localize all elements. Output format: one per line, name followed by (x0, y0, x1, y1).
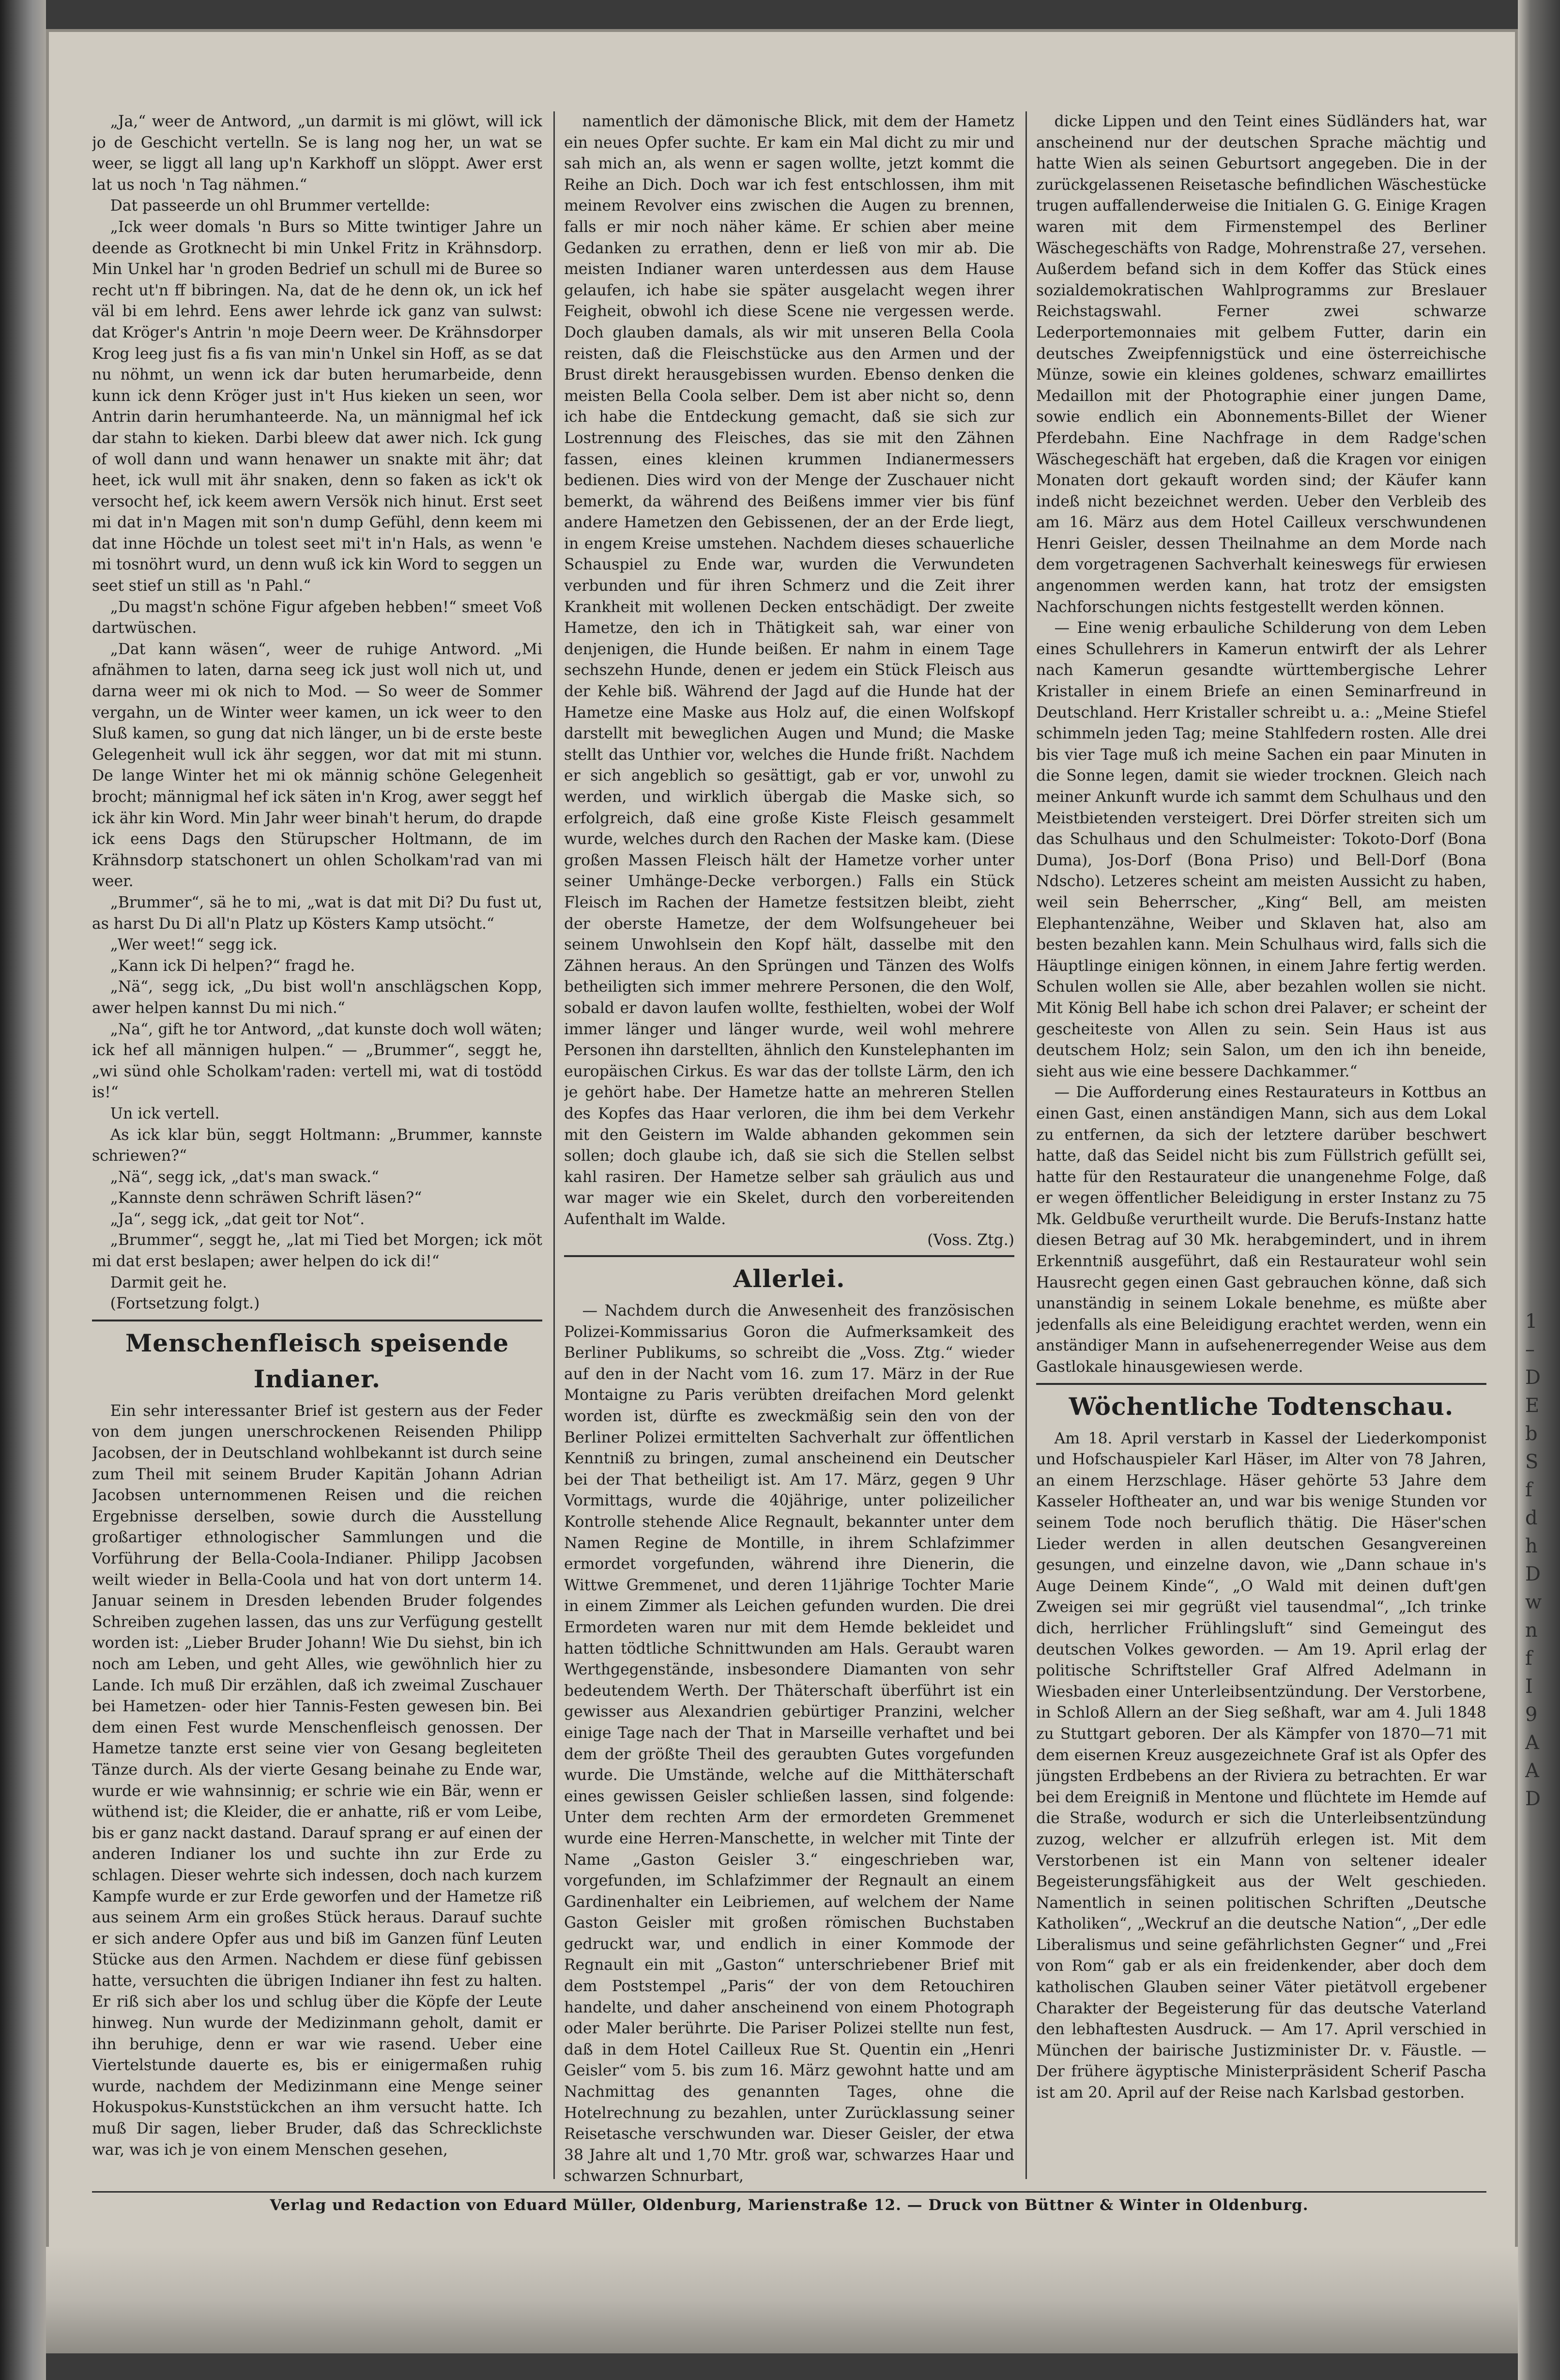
allerlei-continuation (1036, 111, 1486, 1378)
column-2 (564, 111, 1014, 2189)
story-paragraph: Un ick vertell. (110, 1105, 220, 1122)
divider (92, 1320, 542, 1321)
news-paragraph: — Die Aufforderung eines Restaurateurs in Kottbus an einen Gast, einen anständigen Mann, sich aus dem Lokal zu entfernen, da sich der letztere darüber beschwert hatte, daß das Seidel nicht bis zum Füllstrich gefüllt sei, hatte für den Restaurateur die unangenehme Folge, daß er wegen öffentlicher Beleidigung in erster Instanz zu 75 Mk. Geldbuße verurtheilt wurde. Die Berufs-Instanz hatte diesen Betrag auf 30 Mk. herabgemindert, und in ihrem Erkenntniß ausgeführt, daß ein Restaurateur wohl sein Hausrecht gegen einen Gast gebrauchen könne, daß sich unanständig in seinem Lokale benehme, es müßte aber jedenfalls als eine Beleidigung erachtet werden, wenn ein anständiger Mann in aufsehenerregender Weise aus dem Gastlokale hinausgewiesen werde. (1036, 1084, 1486, 1376)
source-signoff: (Voss. Ztg.) (927, 1231, 1014, 1249)
news-paragraph: — Nachdem durch die Anwesenheit des französischen Polizei-Kommissarius Goron die Aufmerksamkeit des Berliner Publikums, so schreibt die „Voss. Ztg.“ wieder auf den in der Nacht vom 16. zum 17. März in der Rue Montaigne zu Paris verübten dreifachen Mord gelenkt worden ist, dürfte es zweckmäßig sein den von der Berliner Polizei ermittelten Sachverhalt zur öffentlichen Kenntniß zu bringen, zumal anscheinend ein Deutscher bei der That betheiligt ist. Am 17. März, gegen 9 Uhr Vormittags, wurde die 40jährige, unter polizeilicher Kontrolle stehende Alice Regnault, bekannter unter dem Namen Regine de Montille, in ihrem Schlafzimmer ermordet vorgefunden, während ihre Dienerin, die Wittwe Gremmenet, und deren 11jährige Tochter Marie in einem Zimmer als Leichen gefunden wurden. Die drei Ermordeten waren nur mit dem Hemde bekleidet und hatten tödtliche Schnittwunden am Hals. Geraubt waren Werthgegenstände, insbesondere Diamanten von sehr bedeutendem Werth. Der Thäterschaft überführt ist ein gewisser aus Alexandrien gebürtiger Pranzini, welcher einige Tage nach der That in Marseille verhaftet und bei dem der größte Theil des geraubten Gutes vorgefunden wurde. Die Umstände, welche auf die Mitthäterschaft eines gewissen Geisler schließen lassen, sind folgende: Unter dem rechten Arm der ermordeten Gremmenet wurde eine Herren-Manschette, in welcher mit Tinte der Name „Gaston Geisler 3.“ eingeschrieben war, vorgefunden, im Schlafzimmer der Regnault an einem Gardinenhalter ein Leibriemen, auf welchem der Name Gaston Geisler mit großen römischen Buchstaben gedruckt war, und endlich in einer Kommode der Regnault ein mit „Gaston“ unterschriebener Brief mit dem Poststempel „Paris“ der von dem Retouchiren handelte, und daher anscheinend von einem Photograph oder Maler berührte. Die Pariser Polizei stellte nun fest, daß in dem Hotel Cailleux Rue St. Quentin ein „Henri Geisler“ vom 5. bis zum 16. März gewohnt hatte und am Nachmittag des genannten Tages, ohne die Hotelrechnung zu bezahlen, unter Zurücklassung seiner Reisetasche verschwunden war. Dieser Geisler, der etwa 38 Jahre alt und 1,70 Mtr. groß war, schwarzes Haar und schwarzen Schnurbart, (564, 1302, 1014, 2185)
story-paragraph: „Ick weer domals 'n Burs so Mitte twintiger Jahre un deende as Grotknecht bi min Unkel Fritz in Krähnsdorp. Min Unkel har 'n groden Bedrief un schull mi de Buree so recht ut'n ff bibringen. Na, dat de he denn ok, un ick hef väl bi em lehrd. Eens awer lehrde ick ganz van sulwst: dat Kröger's Antrin 'n moje Deern weer. De Krähnsdorper Krog leeg just fis a fis van min'n Unkel sin Hoff, as se dat nu nöhmt, un wenn ick dar buten herumarbeide, denn kunn ick denn Kröger just in't Hus kieken un seen, wor Antrin darin herumhanteerde. Na, un männigmal hef ick dar stahn to kieken. Darbi bleew dat awer nich. Ick gung of woll dann und wann henawer un snakte mit ähr; dat heet, ick wull mit ähr snaken, denn so faken as ick't ok versocht hef, ick keem awern Versök nich hinut. Erst seet mi dat in'n Magen mit son'n dump Gefühl, denn keem mi dat inne Höchde un tolest seet mi't in'n Hals, as wenn 'e mi tosnöhrt wurd, un denn wuß ick kin Word to seggen un seet stief un still as 'n Pahl.“ (92, 218, 542, 595)
article-body (92, 1401, 542, 2161)
story-paragraph: As ick klar bün, seggt Holtmann: „Brummer, kannste schriewen?“ (92, 1126, 542, 1165)
adjacent-page-text: 1 – D E b S f d h D w n f I 9 A A D (1525, 1310, 1542, 1810)
section-heading-todtenschau: Wöchentliche Todtenschau. (1069, 1392, 1454, 1421)
story-paragraph: (Fortsetzung folgt.) (110, 1295, 260, 1313)
page-fold-shadow (46, 2247, 1518, 2353)
story-continuation (92, 111, 542, 1315)
story-paragraph: „Ja,“ weer de Antword, „un darmit is mi glöwt, will ick jo de Geschicht vertelln. Se is lang nog her, un wat se weer, se liggt all lang up'n Karkhoff un slöppt. Awer erst lat us noch 'n Tag nähmen.“ (92, 113, 542, 194)
story-paragraph: „Wer weet!“ segg ick. (110, 936, 277, 954)
adjacent-page-edge (1518, 0, 1560, 2380)
story-paragraph: „Brummer“, sä he to mi, „wat is dat mit Di? Du fust ut, as harst Du Di all'n Platz up Kösters Kamp utsöcht.“ (92, 893, 542, 933)
divider (564, 1255, 1014, 1257)
article-paragraph: namentlich der dämonische Blick, mit dem der Hametz ein neues Opfer suchte. Er kam ein Mal dicht zu mir und sah mich an, als wenn er sagen wollte, jetzt kommt die Reihe an Dich. Doch war ich fest entschlossen, ihm mit meinem Revolver eins zwischen die Augen zu brennen, falls er mir noch näher käme. Er schien aber meine Gedanken zu errathen, denn er ließ von mir ab. Die meisten Indianer waren unterdessen aus dem Hause gelaufen, ich habe sie später ausgelacht wegen ihrer Feigheit, obwohl ich diese Scene nie vergessen werde. Doch glauben damals, als wir mit unseren Bella Coola reisten, daß die Fleischstücke aus den Armen und der Brust direkt herausgebissen wurden. Ebenso denken die meisten Bella Coola selber. Dem ist aber nicht so, denn ich habe die Entdeckung gemacht, daß sie sich zur Lostrennung des Fleisches, das sie mit den Zähnen fassen, eines kleinen krummen Indianermessers bedienen. Dies wird von der Menge der Zuschauer nicht bemerkt, da während des Beißens immer vier bis fünf andere Hametzen den Gebissenen, der an der Erde liegt, in engem Kreise umstehen. Nachdem dieses schauerliche Schauspiel zu Ende war, wurden die Verwundeten verbunden und für ihren Schmerz und die Zeit ihrer Krankheit mit wollenen Decken entschädigt. Der zweite Hametze, den ich in Thätigkeit sah, war einer von denjenigen, die Hunde beißen. Er nahm in einem Tage sechszehn Hunde, denen er jedem ein Stück Fleisch aus der Kehle biß. Während der Jagd auf die Hunde hat der Hametze eine Maske aus Holz auf, die einen Wolfskopf darstellt mit beweglichen Augen und Mund; die Maske stellt das Unthier vor, welches die Hunde frißt. Nachdem er sich angeblich so gesättigt, gab er vor, unwohl zu werden, und wirklich übergab die Maske sich, so erfolgreich, daß eine große Kiste Fleisch gesammelt wurde, welches durch den Rachen der Maske kam. (Diese großen Massen Fleisch hält der Hametze vorher unter seiner Umhänge-Decke verborgen.) Falls ein Stück Fleisch im Rachen der Hametze festsitzen bleibt, zieht der oberste Hametze, der dem Wolfsungeheuer bei seinem Unwohlsein den Kopf hält, dasselbe mit den Zähnen heraus. An den Sprüngen und Tänzen des Wolfs betheiligten sich immer mehrere Personen, die den Wolf, sobald er davon laufen wollte, festhielten, wobei der Wolf immer länger und länger wurde, weil wohl mehrere Personen ihn darstellten, ähnlich den Kunstelephanten im europäischen Cirkus. Es war das der tollste Lärm, den ich je gehört habe. Der Hametze hatte an mehreren Stellen des Kopfes das Haar verloren, die ihm bei dem Verkehr mit den Geistern im Walde abhanden gekommen sein sollen; doch glaube ich, daß sie sich die Stellen selbst kahl rasiren. Der Hametze selber sah gräulich aus und war mager wie ein Skelet, durch den vorbereitenden Aufenthalt im Walde. (564, 113, 1014, 1228)
column-divider-2 (1025, 111, 1027, 2179)
obituary-paragraph: Am 18. April verstarb in Kassel der Liederkomponist und Hofschauspieler Karl Häser, im Alter von 78 Jahren, an einem Herzschlage. Häser gehörte 53 Jahre dem Kasseler Hoftheater an, und war bis wenige Stunden vor seinem Tode noch beruflich thätig. Die Häser'schen Lieder werden in allen deutschen Gesangvereinen gesungen, und einzelne davon, wie „Dann schaue in's Auge Deinem Kinde“, „O Wald mit deinen duft'gen Zweigen sei mir gegrüßt viel tausendmal“, „Ich trinke dich, herrlicher Frühlingsluft“ sind Gemeingut des deutschen Volkes geworden. — Am 19. April erlag der politische Schriftsteller Graf Alfred Adelmann in Wiesbaden einer Unterleibsentzündung. Der Verstorbene, in Schloß Allern an der Sieg seßhaft, war am 4. Juli 1848 zu Stuttgart geboren. Der als Kämpfer von 1870—71 mit dem eisernen Kreuz ausgezeichnete Graf ist als Opfer des jüngsten Erdbebens an der Riviera zu betrachten. Er war bei dem Ereigniß in Mentone und flüchtete im Hemde auf die Straße, wodurch er sich die Unterleibsentzündung zuzog, welcher er allzufrüh erlegen ist. Mit dem Verstorbenen ist ein Mann von seltener idealer Begeisterungsfähigkeit aus der Welt geschieden. Namentlich in seinen politischen Schriften „Deutsche Katholiken“, „Weckruf an die deutsche Nation“, „Der edle Liberalismus und seine gefährlichsten Gegner“ und „Frei von Rom“ gab er als ein freidenkender, aber doch dem katholischen Glauben seiner Väter pietätvoll ergebener Charakter der Begeisterung für das deutsche Vaterland den lebhaftesten Ausdruck. — Am 17. April verschied in München der bairische Justizminister Dr. v. Fäustle. — Der frühere ägyptische Ministerpräsident Scherif Pascha ist am 20. April auf der Reise nach Karlsbad gestorben. (1036, 1429, 1486, 2102)
story-paragraph: „Nä“, segg ick, „dat's man swack.“ (110, 1168, 379, 1186)
story-paragraph: „Na“, gift he tor Antword, „dat kunste doch woll wäten; ick hef all männigen hulpen.“ — „Brummer“, seggt he, „wi sünd ohle Scholkam'raden: vertell mi, wat di tostödd is!“ (92, 1020, 542, 1102)
column-3 (1036, 111, 1486, 2189)
book-binding (0, 0, 46, 2380)
imprint-footer: Verlag und Redaction von Eduard Müller, Oldenburg, Marienstraße 12. — Druck von Büttner & Winter in Oldenburg. (270, 2196, 1309, 2214)
section-heading-allerlei: Allerlei. (733, 1264, 845, 1293)
todtenschau-body (1036, 1428, 1486, 2104)
divider (1036, 1383, 1486, 1385)
column-divider-1 (553, 111, 555, 2179)
news-paragraph: — Eine wenig erbauliche Schilderung von dem Leben eines Schullehrers in Kamerun entwirft der als Lehrer nach Kamerun gesandte württembergische Lehrer Kristaller in einem Briefe an einen Seminarfreund in Deutschland. Herr Kristaller schreibt u. a.: „Meine Stiefel schimmeln jeden Tag; meine Stahlfedern rosten. Alle drei bis vier Tage muß ich meine Sachen ein paar Minuten in die Sonne legen, damit sie wieder trocknen. Gleich nach meiner Ankunft wurde ich sammt dem Schulhaus und den Meistbietenden versteigert. Drei Dörfer streiten sich um das Schulhaus und den Schulmeister: Tokoto-Dorf (Bona Duma), Jos-Dorf (Bona Priso) und Bell-Dorf (Bona Ndscho). Letzeres scheint am meisten Aussicht zu haben, weil sein Beherrscher, „King“ Bell, am meisten Elephantenzähne, Weiber und Sklaven hat, also am besten bezahlen kann. Mein Schulhaus wird, falls sich die Häuptlinge einigen können, in einem Jahre fertig werden. Schulen wollen sie Alle, aber bezahlen wollen sie nicht. Mit König Bell habe ich schon drei Palaver; er scheint der gescheiteste von Allen zu sein. Sein Haus ist aus deutschem Holz; sein Salon, um den ich ihn beneide, sieht aus wie eine bessere Dachkammer.“ (1036, 619, 1486, 1080)
article-heading: Menschenfleisch speisende Indianer. (125, 1328, 509, 1393)
footer-rule (92, 2191, 1486, 2193)
news-paragraph: dicke Lippen und den Teint eines Südländers hat, war anscheinend nur der deutschen Sprache mächtig und hatte Wien als seinen Geburtsort angegeben. Die in der zurückgelassenen Reisetasche befindlichen Wäschestücke trugen auffallenderweise die Initialen G. G. Einige Kragen waren mit dem Firmenstempel des Berliner Wäschegeschäfts von Radge, Mohrenstraße 27, versehen. Außerdem befand sich in dem Koffer das Stück eines sozialdemokratischen Wahlprogramms zur Breslauer Reichstagswahl. Ferner zwei schwarze Lederportemonnaies mit gelbem Futter, darin ein deutsches Zweipfennigstück und eine österreichische Münze, sowie ein kleines goldenes, schwarz emaillirtes Medaillon mit der Photographie einer jungen Dame, sowie endlich ein Abonnements-Billet der Wiener Pferdebahn. Eine Nachfrage in dem Radge'schen Wäschegeschäft hat ergeben, daß die Kragen vor einigen Monaten dort gekauft worden sind; der Käufer kann indeß nicht bezeichnet werden. Ueber den Verbleib des am 16. März aus dem Hotel Cailleux verschwundenen Henri Geisler, dessen Theilnahme an dem Morde nach dem vorgetragenen Sachverhalt keineswegs für erwiesen angenommen werden kann, hat trotz der emsigsten Nachforschungen nichts festgestellt werden können. (1036, 113, 1486, 616)
story-paragraph: „Nä“, segg ick, „Du bist woll'n anschlägschen Kopp, awer helpen kannst Du mi nich.“ (92, 978, 542, 1017)
column-1 (92, 111, 542, 2189)
story-paragraph: „Du magst'n schöne Figur afgeben hebben!“ smeet Voß dartwüschen. (92, 598, 542, 637)
allerlei-body (564, 1301, 1014, 2187)
article-continuation (564, 111, 1014, 1230)
story-paragraph: „Kann ick Di helpen?“ fragd he. (110, 957, 355, 975)
story-paragraph: „Kannste denn schräwen Schrift läsen?“ (110, 1189, 422, 1207)
story-paragraph: „Dat kann wäsen“, weer de ruhige Antword. „Mi afnähmen to laten, darna seeg ick just woll nich ut, und darna weer mi ok nich to Mod. — So weer de Sommer vergahn, un de Winter weer kamen, un ick weer to den Sluß kamen, so gung dat nich länger, un bi de erste beste Gelegenheit wull ick ähr seggen, wor dat mit mi stunn. De lange Winter het mi ok männig schöne Gelegenheit brocht; männigmal hef ick säten in'n Krog, awer seggt hef ick ähr kin Word. Min Jahr weer binah't herum, do drapde ick eens Dags den Stürupscher Holtmann, de im Krähnsdorp statschonert un ohlen Scholkam'rad van mi weer. (92, 640, 542, 891)
story-paragraph: Darmit geit he. (110, 1274, 228, 1291)
story-paragraph: „Brummer“, seggt he, „lat mi Tied bet Morgen; ick möt mi dat erst beslapen; awer helpen do ick di!“ (92, 1231, 542, 1271)
story-paragraph: Dat passeerde un ohl Brummer vertellde: (110, 197, 430, 215)
story-paragraph: „Ja“, segg ick, „dat geit tor Not“. (110, 1210, 365, 1228)
article-paragraph: Ein sehr interessanter Brief ist gestern aus der Feder von dem jungen unerschrockenen Reisenden Philipp Jacobsen, der in Deutschland wohlbekannt ist durch seine zum Theil mit seinem Bruder Kapitän Johann Adrian Jacobsen unternommenen Reisen und die reichen Ergebnisse derselben, sowie durch die Ausstellung großartiger ethnologischer Sammlungen und die Vorführung der Bella-Coola-Indianer. Philipp Jacobsen weilt wieder in Bella-Coola und hat von dort unterm 14. Januar seinem in Dresden lebenden Bruder folgendes Schreiben zugehen lassen, das uns zur Verfügung gestellt worden ist: „Lieber Bruder Johann! Wie Du siehst, bin ich noch am Leben, und geht Alles, wie gewöhnlich hier zu Lande. Ich muß Dir erzählen, daß ich zweimal Zuschauer bei Hametzen- oder hier Tannis-Festen gewesen bin. Bei dem einen Fest wurde Menschenfleisch genossen. Der Hametze tanzte erst seine vier von Gesang begleiteten Tänze durch. Als der vierte Gesang beinahe zu Ende war, wurde er wie wahnsinnig; er schrie wie ein Bär, wenn er wüthend ist; die Kleider, die er anhatte, riß er vom Leibe, bis er ganz nackt dastand. Darauf sprang er auf einen der anderen Indianer los und suchte ihn zur Erde zu schlagen. Dieser wehrte sich indessen, doch nach kurzem Kampfe wurde er zur Erde geworfen und der Hametze riß aus seinem Arm ein großes Stück heraus. Darauf suchte er sich andere Opfer aus und biß im Ganzen fünf Leuten Stücke aus den Armen. Nachdem er diese fünf gebissen hatte, versuchten die übrigen Indianer ihn fest zu halten. Er riß sich aber los und schlug über die Köpfe der Leute hinweg. Nun wurde der Medizinmann geholt, damit er ihn beruhige, denn er war wie rasend. Ueber eine Viertelstunde dauerte es, bis er einigermaßen ruhig wurde, nachdem der Medizinmann eine Menge seiner Hokuspokus-Kunststückchen an ihm versucht hatte. Ich muß Dir sagen, lieber Bruder, daß das Schrecklichste war, was ich je von einem Menschen gesehen, (92, 1402, 542, 2159)
